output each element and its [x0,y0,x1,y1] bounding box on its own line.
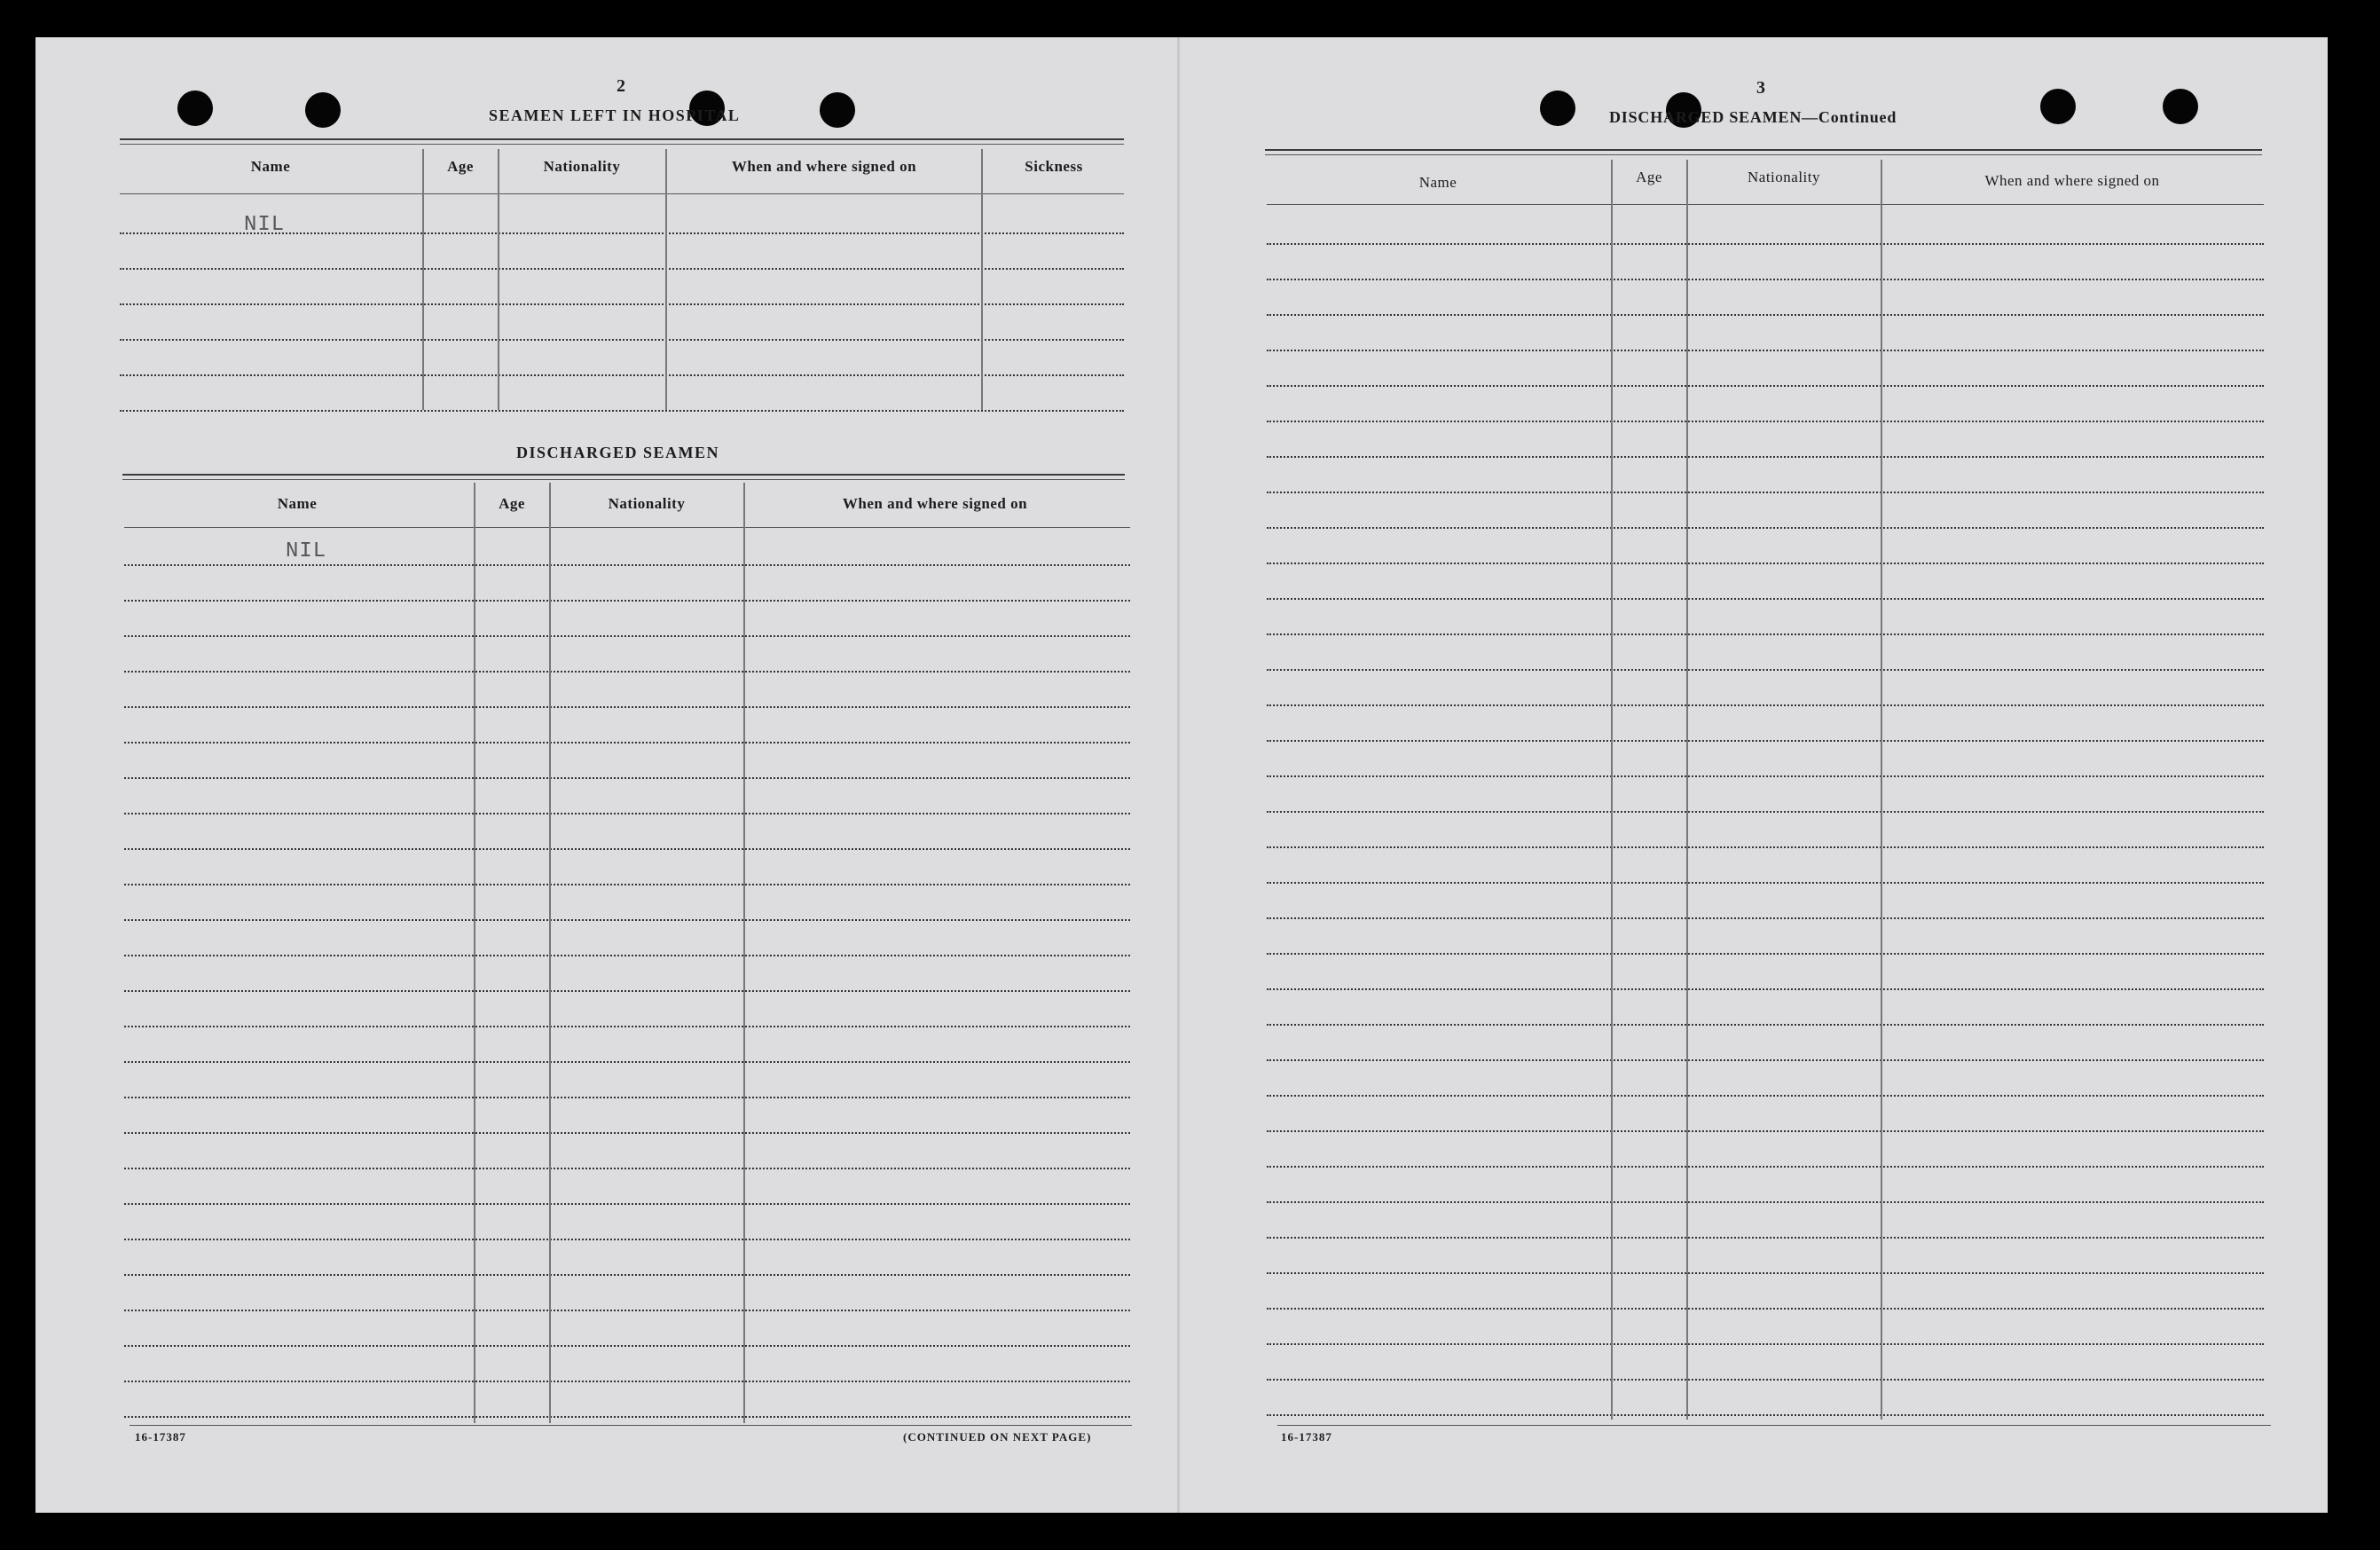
row-line [1267,1237,2264,1239]
row-line [1267,598,2264,600]
row-line [1267,1343,2264,1345]
discharged-col-signed-on: When and where signed on [842,495,1028,512]
row-line [120,339,1124,341]
discharged-col-nationality: Nationality [608,495,686,512]
column-divider [549,483,551,1423]
row-line [124,1061,1130,1063]
row-line [124,1416,1130,1418]
hospital-top-rule [120,138,1124,140]
row-line [1267,1379,2264,1381]
row-line [1267,1095,2264,1097]
row-line [1267,1059,2264,1061]
row-line [124,1345,1130,1347]
row-line [1267,1308,2264,1310]
row-line [124,990,1130,992]
column-divider [743,483,745,1423]
row-line [124,848,1130,850]
row-line [1267,917,2264,919]
column-divider [1686,160,1688,1420]
row-line [124,955,1130,956]
column-divider [474,483,475,1423]
row-line [124,919,1130,921]
row-line [120,268,1124,270]
row-line [120,232,1124,234]
row-line [120,303,1124,305]
row-line [1267,456,2264,458]
row-line [124,1026,1130,1027]
header-rule [1267,204,2264,205]
row-line [1267,421,2264,422]
column-divider [665,149,667,410]
header-rule [120,193,1124,194]
hospital-section-title: SEAMEN LEFT IN HOSPITAL [489,106,741,124]
right-col-age: Age [1636,169,1662,185]
punch-hole [1540,90,1575,126]
row-line [1267,385,2264,387]
row-line [1267,527,2264,529]
row-line [124,1097,1130,1098]
punch-hole [820,92,855,128]
discharged-col-age: Age [499,495,525,512]
row-line [1267,563,2264,564]
row-line [124,671,1130,673]
hospital-first-entry: NIL [244,213,286,237]
discharged-col-name: Name [277,495,318,512]
row-line [124,706,1130,708]
right-page-number: 3 [1756,78,1765,98]
row-line [1267,953,2264,955]
row-line [1267,988,2264,990]
row-line [1267,740,2264,742]
right-col-name: Name [1418,174,1457,191]
row-line [124,884,1130,885]
row-line [124,777,1130,779]
punch-hole [2040,89,2076,124]
column-divider [422,149,424,410]
row-line [1267,633,2264,635]
column-divider [1881,160,1882,1420]
right-section-title: DISCHARGED SEAMEN—Continued [1609,108,1897,126]
discharged-top-rule [122,474,1125,476]
row-line [120,410,1124,412]
column-divider [498,149,499,410]
row-line [124,742,1130,744]
continued-note: (CONTINUED ON NEXT PAGE) [903,1430,1092,1444]
discharged-first-entry: NIL [286,539,327,563]
row-line [1267,1166,2264,1168]
punch-hole [305,92,341,128]
row-line [124,1274,1130,1276]
punch-hole [177,90,213,126]
row-line [1267,1130,2264,1132]
row-line [1267,846,2264,848]
row-line [1267,492,2264,493]
right-form-number: 16-17387 [1281,1430,1332,1444]
row-line [1267,350,2264,351]
row-line [124,564,1130,566]
row-line [1267,314,2264,316]
left-form-number: 16-17387 [135,1430,186,1444]
left-bottom-rule [130,1425,1132,1426]
row-line [1267,775,2264,777]
row-line [1267,811,2264,813]
hospital-col-nationality: Nationality [543,158,621,175]
hospital-col-signed-on: When and where signed on [731,158,917,175]
row-line [124,813,1130,814]
row-line [124,1132,1130,1134]
column-divider [981,149,983,410]
row-line [1267,279,2264,280]
row-line [1267,1272,2264,1274]
row-line [1267,1024,2264,1026]
row-line [1267,1414,2264,1416]
row-line [1267,243,2264,245]
row-line [1267,1201,2264,1203]
hospital-col-sickness: Sickness [1025,158,1083,175]
punch-hole [2163,89,2198,124]
row-line [124,1168,1130,1169]
row-line [124,635,1130,637]
hospital-col-name: Name [250,158,291,175]
hospital-col-age: Age [447,158,474,175]
right-col-signed-on: When and where signed on [1984,172,2160,189]
row-line [120,374,1124,376]
right-top-rule [1265,149,2262,151]
row-line [124,1381,1130,1382]
header-rule [124,527,1130,528]
row-line [124,1203,1130,1205]
row-line [124,1310,1130,1311]
left-page-number: 2 [617,76,625,96]
row-line [124,1239,1130,1240]
discharged-section-title: DISCHARGED SEAMEN [516,444,720,461]
row-line [124,600,1130,602]
right-bottom-rule [1277,1425,2271,1426]
right-col-nationality: Nationality [1748,169,1820,185]
row-line [1267,704,2264,706]
column-divider [1611,160,1613,1420]
page-fold [1177,37,1180,1513]
row-line [1267,882,2264,884]
row-line [1267,669,2264,671]
